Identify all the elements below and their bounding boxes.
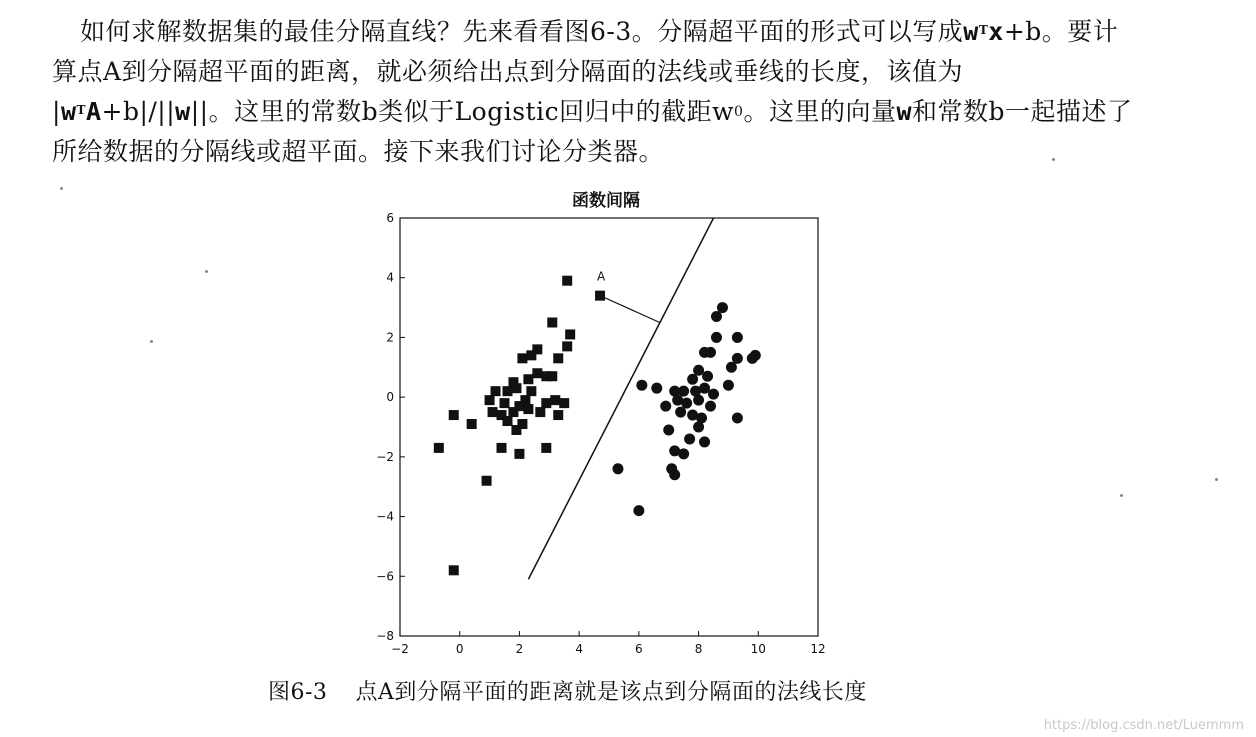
square-point — [449, 410, 459, 420]
circle-point — [732, 332, 743, 343]
scan-speck — [60, 187, 63, 190]
vector-w: w — [896, 97, 913, 126]
circle-point — [726, 362, 737, 373]
scan-speck — [1120, 494, 1123, 497]
square-point — [562, 276, 572, 286]
scatter-chart — [360, 186, 840, 666]
square-point — [497, 443, 507, 453]
caption-text: 点A到分隔平面的距离就是该点到分隔面的法线长度 — [355, 680, 867, 705]
square-point — [488, 407, 498, 417]
y-tick-label: −2 — [376, 449, 394, 464]
formula-a: A — [85, 97, 102, 126]
x-tick-label: 12 — [810, 642, 826, 656]
square-point — [553, 353, 563, 363]
text-run: 和常数b一起描述了 — [912, 97, 1133, 126]
square-point — [526, 350, 536, 360]
text-run: 如何求解数据集的最佳分隔直线？先来看看图6-3。分隔超平面的形式可以写成 — [80, 17, 964, 46]
circle-point — [723, 380, 734, 391]
circle-point — [750, 350, 761, 361]
formula-w: w — [175, 97, 191, 126]
circle-point — [660, 401, 671, 412]
text-run: ||。这里的常数b类似于Logistic回归中的截距 — [190, 97, 713, 126]
square-point — [562, 341, 572, 351]
square-point — [550, 395, 560, 405]
square-point — [559, 398, 569, 408]
circle-point — [663, 424, 674, 435]
circle-point — [636, 380, 647, 391]
circle-point — [693, 395, 704, 406]
text-run: +b|/|| — [101, 97, 176, 126]
paragraph-line-4: 所给数据的分隔线或超平面。接下来我们讨论分类器。 — [52, 137, 665, 166]
text-run: | — [52, 97, 61, 126]
figure-caption — [268, 675, 867, 706]
paragraph-line-2: 算点A到分隔超平面的距离，就必须给出点到分隔面的法线或垂线的长度，该值为 — [52, 57, 964, 86]
scan-speck — [1215, 478, 1218, 481]
square-point — [500, 398, 510, 408]
square-point — [467, 419, 477, 429]
circle-point — [651, 383, 662, 394]
square-point — [526, 386, 536, 396]
circle-point — [633, 505, 644, 516]
square-point — [449, 565, 459, 575]
circle-point — [711, 311, 722, 322]
x-tick-label: 4 — [575, 642, 583, 656]
circle-point — [699, 436, 710, 447]
square-point — [434, 443, 444, 453]
y-tick-label: 2 — [386, 330, 394, 345]
square-point — [502, 416, 512, 426]
circle-point — [711, 332, 722, 343]
circle-point — [612, 463, 623, 474]
watermark: https://blog.csdn.net/Luemmm — [1043, 718, 1244, 733]
point-a-label: A — [597, 269, 606, 284]
square-point — [523, 374, 533, 384]
x-tick-label: 6 — [635, 642, 643, 656]
circle-point — [708, 389, 719, 400]
text-run: +b。要计 — [1003, 17, 1119, 46]
scan-speck — [205, 270, 208, 273]
intercept-w: w — [712, 97, 735, 126]
circle-point — [678, 386, 689, 397]
circle-point — [675, 407, 686, 418]
circle-point — [732, 353, 743, 364]
circle-point — [669, 469, 680, 480]
y-tick-label: −6 — [376, 569, 394, 584]
y-tick-label: 6 — [386, 211, 394, 225]
square-point — [553, 410, 563, 420]
formula-w: w — [60, 97, 77, 126]
scan-speck — [1052, 158, 1055, 161]
square-point — [511, 383, 521, 393]
chart-title: 函数间隔 — [572, 191, 640, 211]
formula-x: x — [988, 17, 1004, 46]
square-point — [541, 443, 551, 453]
plot-frame — [400, 218, 818, 636]
square-point — [535, 407, 545, 417]
formula-w: w — [963, 17, 979, 46]
square-point — [491, 386, 501, 396]
square-point — [595, 291, 605, 301]
square-point — [511, 425, 521, 435]
circle-point — [693, 422, 704, 433]
square-point — [523, 404, 533, 414]
x-tick-label: 8 — [694, 642, 703, 656]
circle-point — [684, 433, 695, 444]
y-tick-label: −8 — [376, 629, 394, 643]
square-point — [565, 329, 575, 339]
circle-point — [699, 383, 710, 394]
scan-speck — [150, 340, 153, 343]
square-point — [547, 371, 557, 381]
text-run: 。这里的向量 — [743, 97, 897, 126]
square-point — [514, 449, 524, 459]
x-tick-label: −2 — [391, 642, 409, 656]
y-tick-label: 4 — [386, 270, 394, 285]
square-point — [541, 398, 551, 408]
circle-point — [687, 374, 698, 385]
paragraph-line-1 — [52, 12, 1202, 52]
circle-point — [681, 398, 692, 409]
normal-distance-line — [600, 296, 660, 323]
paragraph-line-3 — [52, 92, 1202, 132]
circle-point — [678, 448, 689, 459]
square-point — [532, 368, 542, 378]
subscript-0: 0 — [734, 104, 744, 120]
square-point — [482, 476, 492, 486]
x-tick-label: 2 — [515, 642, 524, 656]
x-tick-label: 0 — [455, 642, 464, 656]
x-tick-label: 10 — [750, 642, 766, 656]
figure-number: 图6-3 — [268, 680, 328, 705]
y-tick-label: 0 — [386, 390, 394, 405]
superscript-t: T — [978, 23, 989, 37]
square-point — [502, 386, 512, 396]
circle-point — [705, 401, 716, 412]
square-point — [485, 395, 495, 405]
square-point — [547, 318, 557, 328]
circle-point — [693, 365, 704, 376]
circle-point — [732, 413, 743, 424]
square-point — [508, 407, 518, 417]
body-paragraph — [52, 12, 1202, 172]
circle-point — [717, 302, 728, 313]
y-tick-label: −4 — [376, 509, 394, 524]
superscript-t: T — [76, 103, 86, 117]
circle-point — [705, 347, 716, 358]
square-point — [517, 353, 527, 363]
circle-point — [702, 371, 713, 382]
